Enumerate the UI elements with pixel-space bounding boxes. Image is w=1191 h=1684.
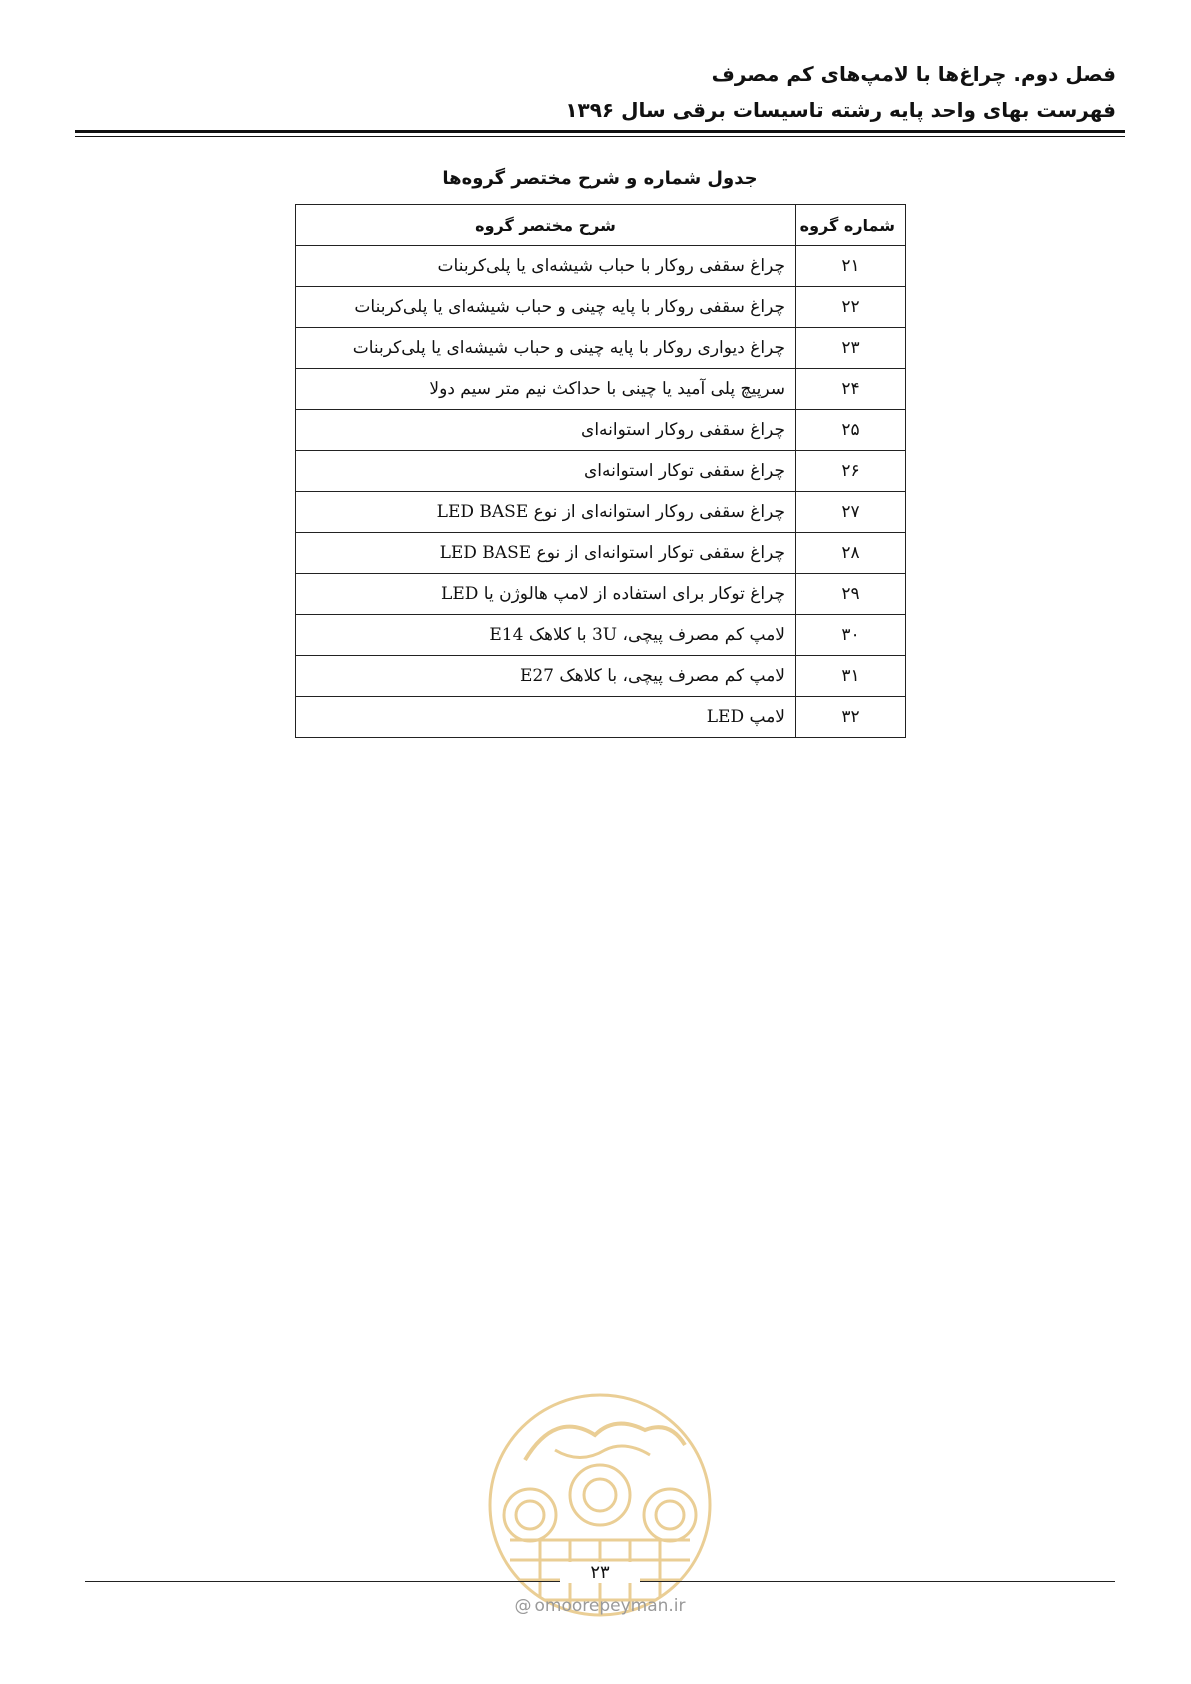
group-number-cell: ۲۹ bbox=[796, 574, 906, 615]
group-number-cell: ۲۲ bbox=[796, 287, 906, 328]
group-number-cell: ۲۱ bbox=[796, 246, 906, 287]
group-number-cell: ۲۵ bbox=[796, 410, 906, 451]
group-description-cell: چراغ سقفی توکار استوانه‌ای از نوع LED BASE bbox=[296, 533, 796, 574]
table-row bbox=[296, 697, 906, 738]
group-number-cell: ۳۱ bbox=[796, 656, 906, 697]
group-description-cell: چراغ سقفی روکار با پایه چینی و حباب شیشه‌ای یا پلی‌کربنات bbox=[296, 287, 796, 328]
header-rule-thin bbox=[75, 136, 1125, 137]
group-description-cell: سرپیچ پلی آمید یا چینی با حداکث نیم متر سیم دولا bbox=[296, 369, 796, 410]
header-rule-thick bbox=[75, 130, 1125, 133]
table-row bbox=[296, 492, 906, 533]
group-description-cell: چراغ سقفی روکار با حباب شیشه‌ای یا پلی‌کربنات bbox=[296, 246, 796, 287]
at-sign-icon: @ bbox=[514, 1596, 532, 1616]
table-title: جدول شماره و شرح مختصر گروه‌ها bbox=[442, 168, 758, 189]
chapter-title: فصل دوم. چراغ‌ها با لامپ‌های کم مصرف bbox=[711, 62, 1116, 86]
group-description-cell: چراغ سقفی توکار استوانه‌ای bbox=[296, 451, 796, 492]
website-watermark bbox=[480, 1596, 720, 1616]
document-title: فهرست بهای واحد پایه رشته تاسیسات برقی سال ۱۳۹۶ bbox=[565, 98, 1116, 122]
group-description-cell: لامپ کم مصرف پیچی، 3U با کلاهک E14 bbox=[296, 615, 796, 656]
table-row bbox=[296, 287, 906, 328]
group-description-cell: چراغ سقفی روکار استوانه‌ای از نوع LED BASE bbox=[296, 492, 796, 533]
column-header-description: شرح مختصر گروه bbox=[296, 205, 796, 246]
table-row bbox=[296, 656, 906, 697]
group-number-cell: ۳۰ bbox=[796, 615, 906, 656]
table-header-row bbox=[296, 205, 906, 246]
page-number: ۲۳ bbox=[560, 1562, 640, 1583]
group-description-cell: چراغ سقفی روکار استوانه‌ای bbox=[296, 410, 796, 451]
groups-table bbox=[295, 204, 906, 738]
group-number-cell: ۲۳ bbox=[796, 328, 906, 369]
omoor-peyman-logo-icon bbox=[485, 1390, 715, 1620]
table-row bbox=[296, 615, 906, 656]
group-number-cell: ۲۶ bbox=[796, 451, 906, 492]
group-description-cell: چراغ توکار برای استفاده از لامپ هالوژن یا LED bbox=[296, 574, 796, 615]
group-number-cell: ۲۷ bbox=[796, 492, 906, 533]
group-number-cell: ۲۴ bbox=[796, 369, 906, 410]
table-row bbox=[296, 451, 906, 492]
page-header bbox=[565, 56, 1116, 128]
table-row bbox=[296, 369, 906, 410]
group-description-cell: چراغ دیواری روکار با پایه چینی و حباب شیشه‌ای یا پلی‌کربنات bbox=[296, 328, 796, 369]
table-row bbox=[296, 246, 906, 287]
website-text: omoorepeyman.ir bbox=[534, 1596, 686, 1616]
table-row bbox=[296, 533, 906, 574]
table-row bbox=[296, 328, 906, 369]
table-row bbox=[296, 574, 906, 615]
group-number-cell: ۳۲ bbox=[796, 697, 906, 738]
group-description-cell: لامپ LED bbox=[296, 697, 796, 738]
group-number-cell: ۲۸ bbox=[796, 533, 906, 574]
table-row bbox=[296, 410, 906, 451]
column-header-number: شماره گروه bbox=[796, 205, 906, 246]
group-description-cell: لامپ کم مصرف پیچی، با کلاهک E27 bbox=[296, 656, 796, 697]
